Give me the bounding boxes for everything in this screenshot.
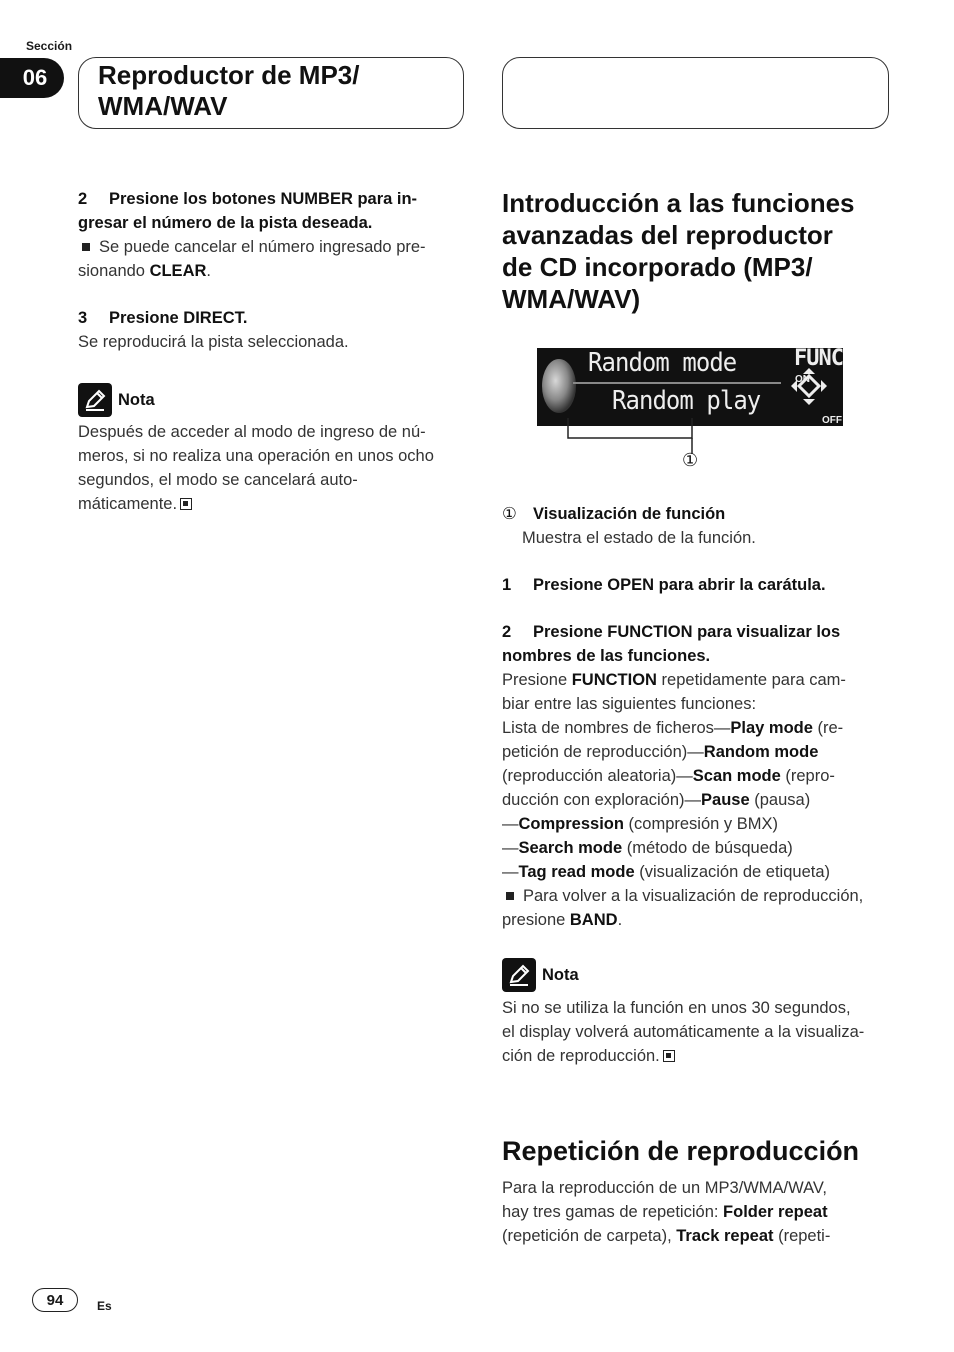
end-mark-icon [180,498,192,510]
step-1-heading: 1 Presione OPEN para abrir la carátula. [502,576,826,594]
repeat-body: Para la reproducción de un MP3/WMA/WAV, hay tres gamas de repetición: Folder repeat (repetición de carpeta), Track repeat (repeti- [502,1179,831,1245]
bullet-cancel-note: Se puede cancelar el número ingresado pre- [78,235,458,259]
bullet-band-note: Para volver a la visualización de reproducción, [502,884,894,908]
bullet-icon [82,243,90,251]
blank-header-frame [502,57,889,129]
nota-header-left: Nota [78,383,155,417]
disc-animation-icon [542,359,576,413]
display-off-label: OFF [822,415,842,426]
nota-body-left: Después de acceder al modo de ingreso de nú- meros, si no realiza una operación en unos ocho segundos, el modo se cancelará auto- máticamente. [78,423,434,513]
right-column: ① Visualización de función Muestra el estado de la función. 1 Presione OPEN para abrir la carátula. 2 Presione FUNCTION para visualizar los nombres de las funciones. Presione FUNCTION repetidamente para cam- biar entre las siguientes funciones: Lista de nombres de ficheros—Play mode (re- petición de reproducción)—Random mode (reproducción aleatoria)—Scan mode (repro- ducción con exploración)—Pause (pausa) —Compression (compresión y BMX) —Search mode (método de búsqueda) —Tag read mode (visualización de etiqueta) Para volver a la visualización de reproducción, presione BAND. [502,502,894,932]
section-heading-repeat: Repetición de reproducción [502,1136,860,1166]
section-heading-intro: Introducción a las funciones avanzadas del reproductor de CD incorporado (MP3/ WMA/WAV) [502,188,855,314]
left-column: 2 Presione los botones NUMBER para in- gresar el número de la pista deseada. Se puede cancelar el número ingresado pre- sionando CLEAR. 3 Presione DIRECT. Se reproducirá la pista seleccionada. [78,187,458,354]
nota-header-right: Nota [502,958,579,992]
step-2-heading: 2 Presione FUNCTION para visualizar los [502,623,841,641]
nota-body-right: Si no se utiliza la función en unos 30 segundos, el display volverá automáticamente a la visualiza- ción de reproducción. [502,999,865,1065]
step-3-heading: 3 Presione DIRECT. [78,309,248,327]
language-code: Es [97,1299,112,1313]
display-on-label: ON [795,374,810,385]
section-label: Sección [26,39,73,53]
pencil-note-icon [502,958,536,992]
end-mark-icon [663,1050,675,1062]
section-number-badge: 06 [0,58,64,98]
callout-item: ① Visualización de función [502,505,726,523]
bullet-icon [506,892,514,900]
step-3-body: Se reproducirá la pista seleccionada. [78,333,349,351]
callout-bracket [560,418,700,454]
display-line-2: Random play [612,386,761,416]
callout-number: ① [682,450,699,470]
display-line-1: Random mode [588,348,737,378]
page-number: 94 [32,1288,78,1312]
pencil-note-icon [78,383,112,417]
display-func-label: FUNC [794,346,843,371]
step-2-heading: 2 Presione los botones NUMBER para in- [78,190,418,208]
chapter-title: Reproductor de MP3/ WMA/WAV [98,60,360,121]
